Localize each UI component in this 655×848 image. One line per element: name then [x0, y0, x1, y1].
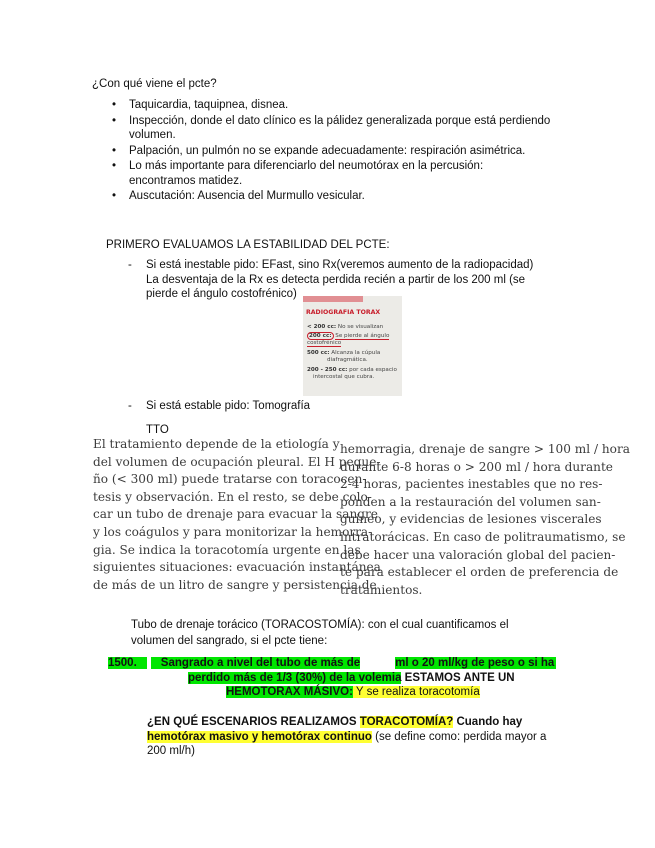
text-line: Tubo de drenaje torácico (TORACOSTOMÍA): con el cual cuantificamos el [131, 619, 509, 631]
list-item [115, 114, 585, 143]
book-column-right [340, 441, 630, 599]
text-line [147, 730, 587, 745]
list-item-text: Inspección, donde el dato clínico es la pálidez generalizada porque está perdiendo [129, 114, 551, 127]
dash-marker: - [128, 259, 132, 271]
highlight-text: Sangrado a nivel del tubo de más de [151, 657, 360, 669]
card-top-strip [303, 296, 363, 302]
book-line: tratamientos. [340, 582, 423, 597]
book-column-left [93, 436, 381, 594]
list-item-text: volumen. [129, 129, 176, 141]
card-row [307, 333, 401, 340]
stable-text: Si está estable pido: Tomografía [146, 400, 311, 412]
dash-marker: - [128, 400, 132, 412]
text-line: 200 ml/h) [147, 745, 195, 757]
unstable-text [146, 258, 533, 302]
book-line: car un tubo de drenaje para evacuar la sangre [93, 507, 378, 522]
card-row [307, 324, 401, 331]
text-line [188, 671, 588, 686]
highlight-text: TORACOTOMÍA? [359, 716, 454, 728]
book-line: siguientes situaciones: evacuación instantánea [93, 560, 381, 575]
text-span: ESTAMOS ANTE UN [401, 671, 515, 684]
list-item: • Palpación, un pulmón no se expande adecuadamente: respiración asimétrica. [115, 144, 585, 159]
highlight-text: HEMOTORAX MÁSIVO: [226, 686, 353, 698]
highlight-text: Y se realiza toracotomía [352, 686, 480, 698]
card-amount: 200 - 250 cc: [307, 367, 348, 373]
radiography-card-image [303, 296, 402, 396]
card-row [307, 350, 401, 357]
highlight-text: perdido más de 1/3 (30%) de la volemia [188, 671, 402, 684]
card-text: costofrénico [307, 340, 342, 346]
card-text: No se visualizan [337, 324, 384, 330]
list-item [115, 159, 585, 188]
text-line: volumen del sangrado, si el pcte tiene: [131, 634, 328, 647]
text-line [147, 715, 587, 730]
card-row [307, 367, 401, 374]
book-line: 2-4 horas, pacientes inestables que no res- [340, 477, 603, 492]
question-title: ¿Con qué viene el pcte? [92, 78, 217, 90]
book-line: ponden a la restauración del volumen san- [340, 494, 601, 509]
book-line: debe hacer una valoración global del pacien- [340, 547, 616, 562]
book-line: te para establecer el orden de preferencia de [340, 565, 619, 580]
scenarios-block [147, 715, 587, 759]
text-line: Si está inestable pido: EFast, sino Rx(veremos aumento de la radiopacidad) [146, 259, 534, 271]
list-item-text: encontramos matidez. [129, 174, 243, 187]
drain-paragraph [131, 618, 509, 648]
book-line: hemorragia, drenaje de sangre > 100 ml / hora [340, 442, 630, 456]
card-text: intercostal que cubra. [313, 374, 375, 380]
book-line: intratorácicas. En caso de politraumatismo, se [340, 529, 626, 544]
highlight-text: hemotórax masivo y hemotórax continuo [147, 730, 372, 743]
text-line [108, 656, 588, 671]
text-span: (se define como: perdida mayor a [371, 730, 547, 743]
symptom-list [115, 98, 585, 205]
card-text: Se pierde al ángulo [335, 333, 390, 339]
text-line: pierde el ángulo costofrénico) [146, 288, 297, 300]
text-line: La desventaja de la Rx es detecta perdida recién a partir de los 200 ml (se [146, 273, 526, 286]
book-line: del volumen de ocupación pleural. El H peque- [93, 454, 381, 469]
card-text: Alcanza la cúpula [331, 350, 381, 356]
card-row [307, 340, 401, 347]
book-line: y los coágulos y para monitorizar la hemorra- [93, 524, 373, 539]
card-title: RADIOGRAFIA TORAX [306, 309, 381, 316]
list-item: • Taquicardia, taquipnea, disnea. [115, 98, 585, 113]
book-line: ño (< 300 ml) puede tratarse con toracocen- [93, 472, 367, 487]
book-line: durante 6-8 horas o > 200 ml / hora durante [340, 459, 613, 474]
book-line: tesis y observación. En el resto, se debe colo- [93, 489, 372, 504]
tto-label: TTO [146, 424, 169, 436]
card-amount: 500 cc: [307, 350, 330, 356]
book-line: gia. Se indica la toracotomía urgente en las [93, 542, 361, 557]
card-text: diafragmática. [327, 357, 368, 363]
text-line [226, 685, 588, 700]
highlight-text: ml o 20 ml/kg de peso o si ha [395, 657, 555, 669]
text-span: Cuando hay [453, 716, 523, 728]
card-text: por cada espacio [349, 367, 397, 373]
list-item: • Auscutación: Ausencia del Murmullo vesicular. [115, 189, 585, 204]
card-amount: 200 cc: [309, 333, 332, 339]
stability-heading: PRIMERO EVALUAMOS LA ESTABILIDAD DEL PCTE: [106, 239, 390, 251]
stable-item [128, 399, 428, 415]
card-row [307, 374, 402, 381]
book-line: de más de un litro de sangre y persistencia de [93, 577, 377, 592]
card-amount: < 200 cc: [307, 324, 337, 330]
card-row [307, 357, 402, 364]
text-span: ¿EN QUÉ ESCENARIOS REALIZAMOS [147, 716, 360, 728]
list-item-text: Lo más importante para diferenciarlo del neumotórax en la percusión: [129, 160, 484, 172]
book-line: guíneo, y evidencias de lesiones viscerales [340, 512, 602, 527]
massive-hemothorax-block [108, 656, 588, 700]
volume-number: 1500. [108, 657, 147, 669]
book-line: El tratamiento depende de la etiología y [93, 437, 340, 451]
